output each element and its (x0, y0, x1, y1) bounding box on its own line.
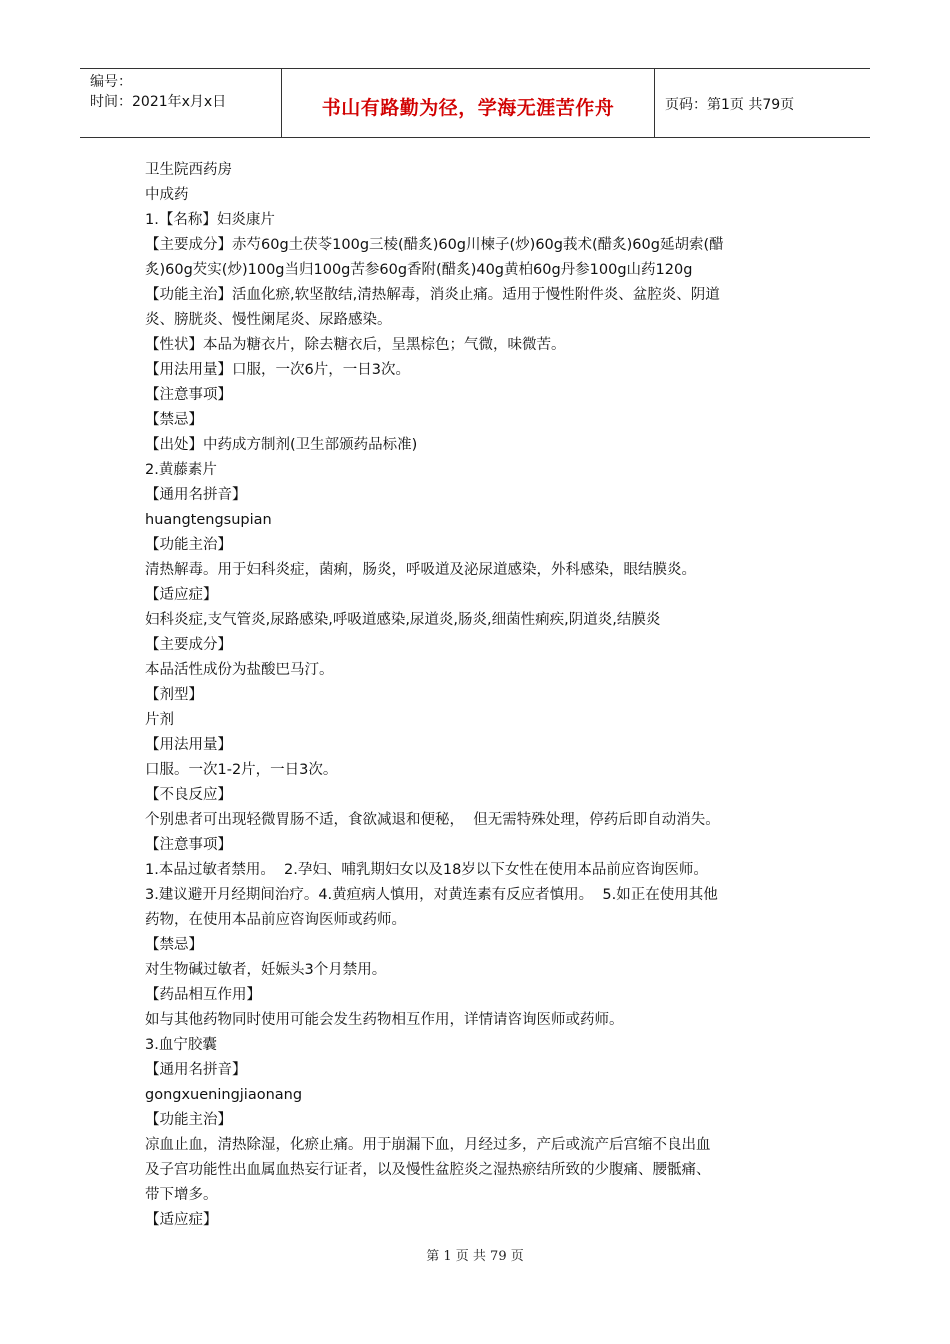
text-line: 1.本品过敏者禁用。 2.孕妇、哺乳期妇女以及18岁以下女性在使用本品前应咨询医师。 (145, 862, 708, 878)
header-page-cell (655, 69, 870, 137)
page-code: 页码：第1页 共79页 (665, 97, 795, 113)
text-line: 2.黄藤素片 (145, 462, 217, 478)
text-line: 带下增多。 (145, 1187, 218, 1203)
text-line: 【主要成分】赤芍60g土茯苓100g三棱(醋炙)60g川楝子(炒)60g莪术(醋炙)60g延胡索(醋 (145, 237, 724, 253)
text-line: 及子宫功能性出血属血热妄行证者，以及慢性盆腔炎之湿热瘀结所致的少腹痛、腰骶痛、 (145, 1162, 711, 1178)
text-line: 片剂 (145, 712, 174, 728)
text-line: 【功能主治】活血化瘀,软坚散结,清热解毒，消炎止痛。适用于慢性附件炎、盆腔炎、阴道 (145, 287, 720, 303)
document-header (80, 68, 870, 138)
text-line: 【功能主治】 (145, 537, 232, 553)
page-footer: 第 1 页 共 79 页 (426, 1249, 524, 1264)
header-motto-cell (282, 69, 655, 137)
text-line: 【功能主治】 (145, 1112, 232, 1128)
text-line: 对生物碱过敏者，妊娠头3个月禁用。 (145, 962, 387, 978)
text-line: 个别患者可出现轻微胃肠不适，食欲减退和便秘， 但无需特殊处理，停药后即自动消失。 (145, 812, 720, 828)
motto-text: 书山有路勤为径，学海无涯苦作舟 (321, 97, 615, 119)
text-line: 【剂型】 (145, 687, 203, 703)
text-line: 1.【名称】妇炎康片 (145, 212, 275, 228)
text-line: 炎、膀胱炎、慢性阑尾炎、尿路感染。 (145, 312, 392, 328)
text-line: 【主要成分】 (145, 637, 232, 653)
text-line: 【性状】本品为糖衣片，除去糖衣后，呈黑棕色；气微，味微苦。 (145, 337, 566, 353)
text-line: 【通用名拼音】 (145, 487, 247, 503)
text-line: 凉血止血，清热除湿，化瘀止痛。用于崩漏下血，月经过多，产后或流产后宫缩不良出血 (145, 1137, 711, 1153)
text-line: 妇科炎症,支气管炎,尿路感染,呼吸道感染,尿道炎,肠炎,细菌性痢疾,阴道炎,结膜炎 (145, 612, 661, 628)
text-line: 【出处】中药成方制剂(卫生部颁药品标准) (145, 437, 418, 453)
text-line: 3.血宁胶囊 (145, 1037, 217, 1053)
text-line: 【用法用量】 (145, 737, 232, 753)
text-line: 口服。一次1-2片，一日3次。 (145, 762, 338, 778)
text-line: 卫生院西药房 (145, 162, 232, 178)
text-line: 【禁忌】 (145, 937, 203, 953)
text-line: 【注意事项】 (145, 387, 232, 403)
text-line: 【适应症】 (145, 1212, 218, 1228)
text-line: huangtengsupian (145, 512, 272, 528)
text-line: 炙)60g芡实(炒)100g当归100g苦参60g香附(醋炙)40g黄柏60g丹参100g山药120g (145, 262, 693, 278)
text-line: 【不良反应】 (145, 787, 232, 803)
text-line: 【用法用量】口服，一次6片，一日3次。 (145, 362, 410, 378)
text-line: 【药品相互作用】 (145, 987, 261, 1003)
document-body (145, 158, 825, 1233)
text-line: 药物，在使用本品前应咨询医师或药师。 (145, 912, 406, 928)
text-line: 【注意事项】 (145, 837, 232, 853)
number-label: 编号： (90, 74, 132, 90)
text-line: 清热解毒。用于妇科炎症，菌痢，肠炎，呼吸道及泌尿道感染，外科感染，眼结膜炎。 (145, 562, 696, 578)
text-line: gongxueningjiaonang (145, 1087, 303, 1103)
text-line: 3.建议避开月经期间治疗。4.黄疸病人慎用，对黄连素有反应者慎用。 5.如正在使用其他 (145, 887, 718, 903)
text-line: 【适应症】 (145, 587, 218, 603)
text-line: 本品活性成份为盐酸巴马汀。 (145, 662, 334, 678)
text-line: 如与其他药物同时使用可能会发生药物相互作用，详情请咨询医师或药师。 (145, 1012, 624, 1028)
header-info-cell (80, 69, 282, 137)
text-line: 【通用名拼音】 (145, 1062, 247, 1078)
time-label: 时间：2021年x月x日 (90, 94, 227, 110)
text-line: 【禁忌】 (145, 412, 203, 428)
text-line: 中成药 (145, 187, 189, 203)
